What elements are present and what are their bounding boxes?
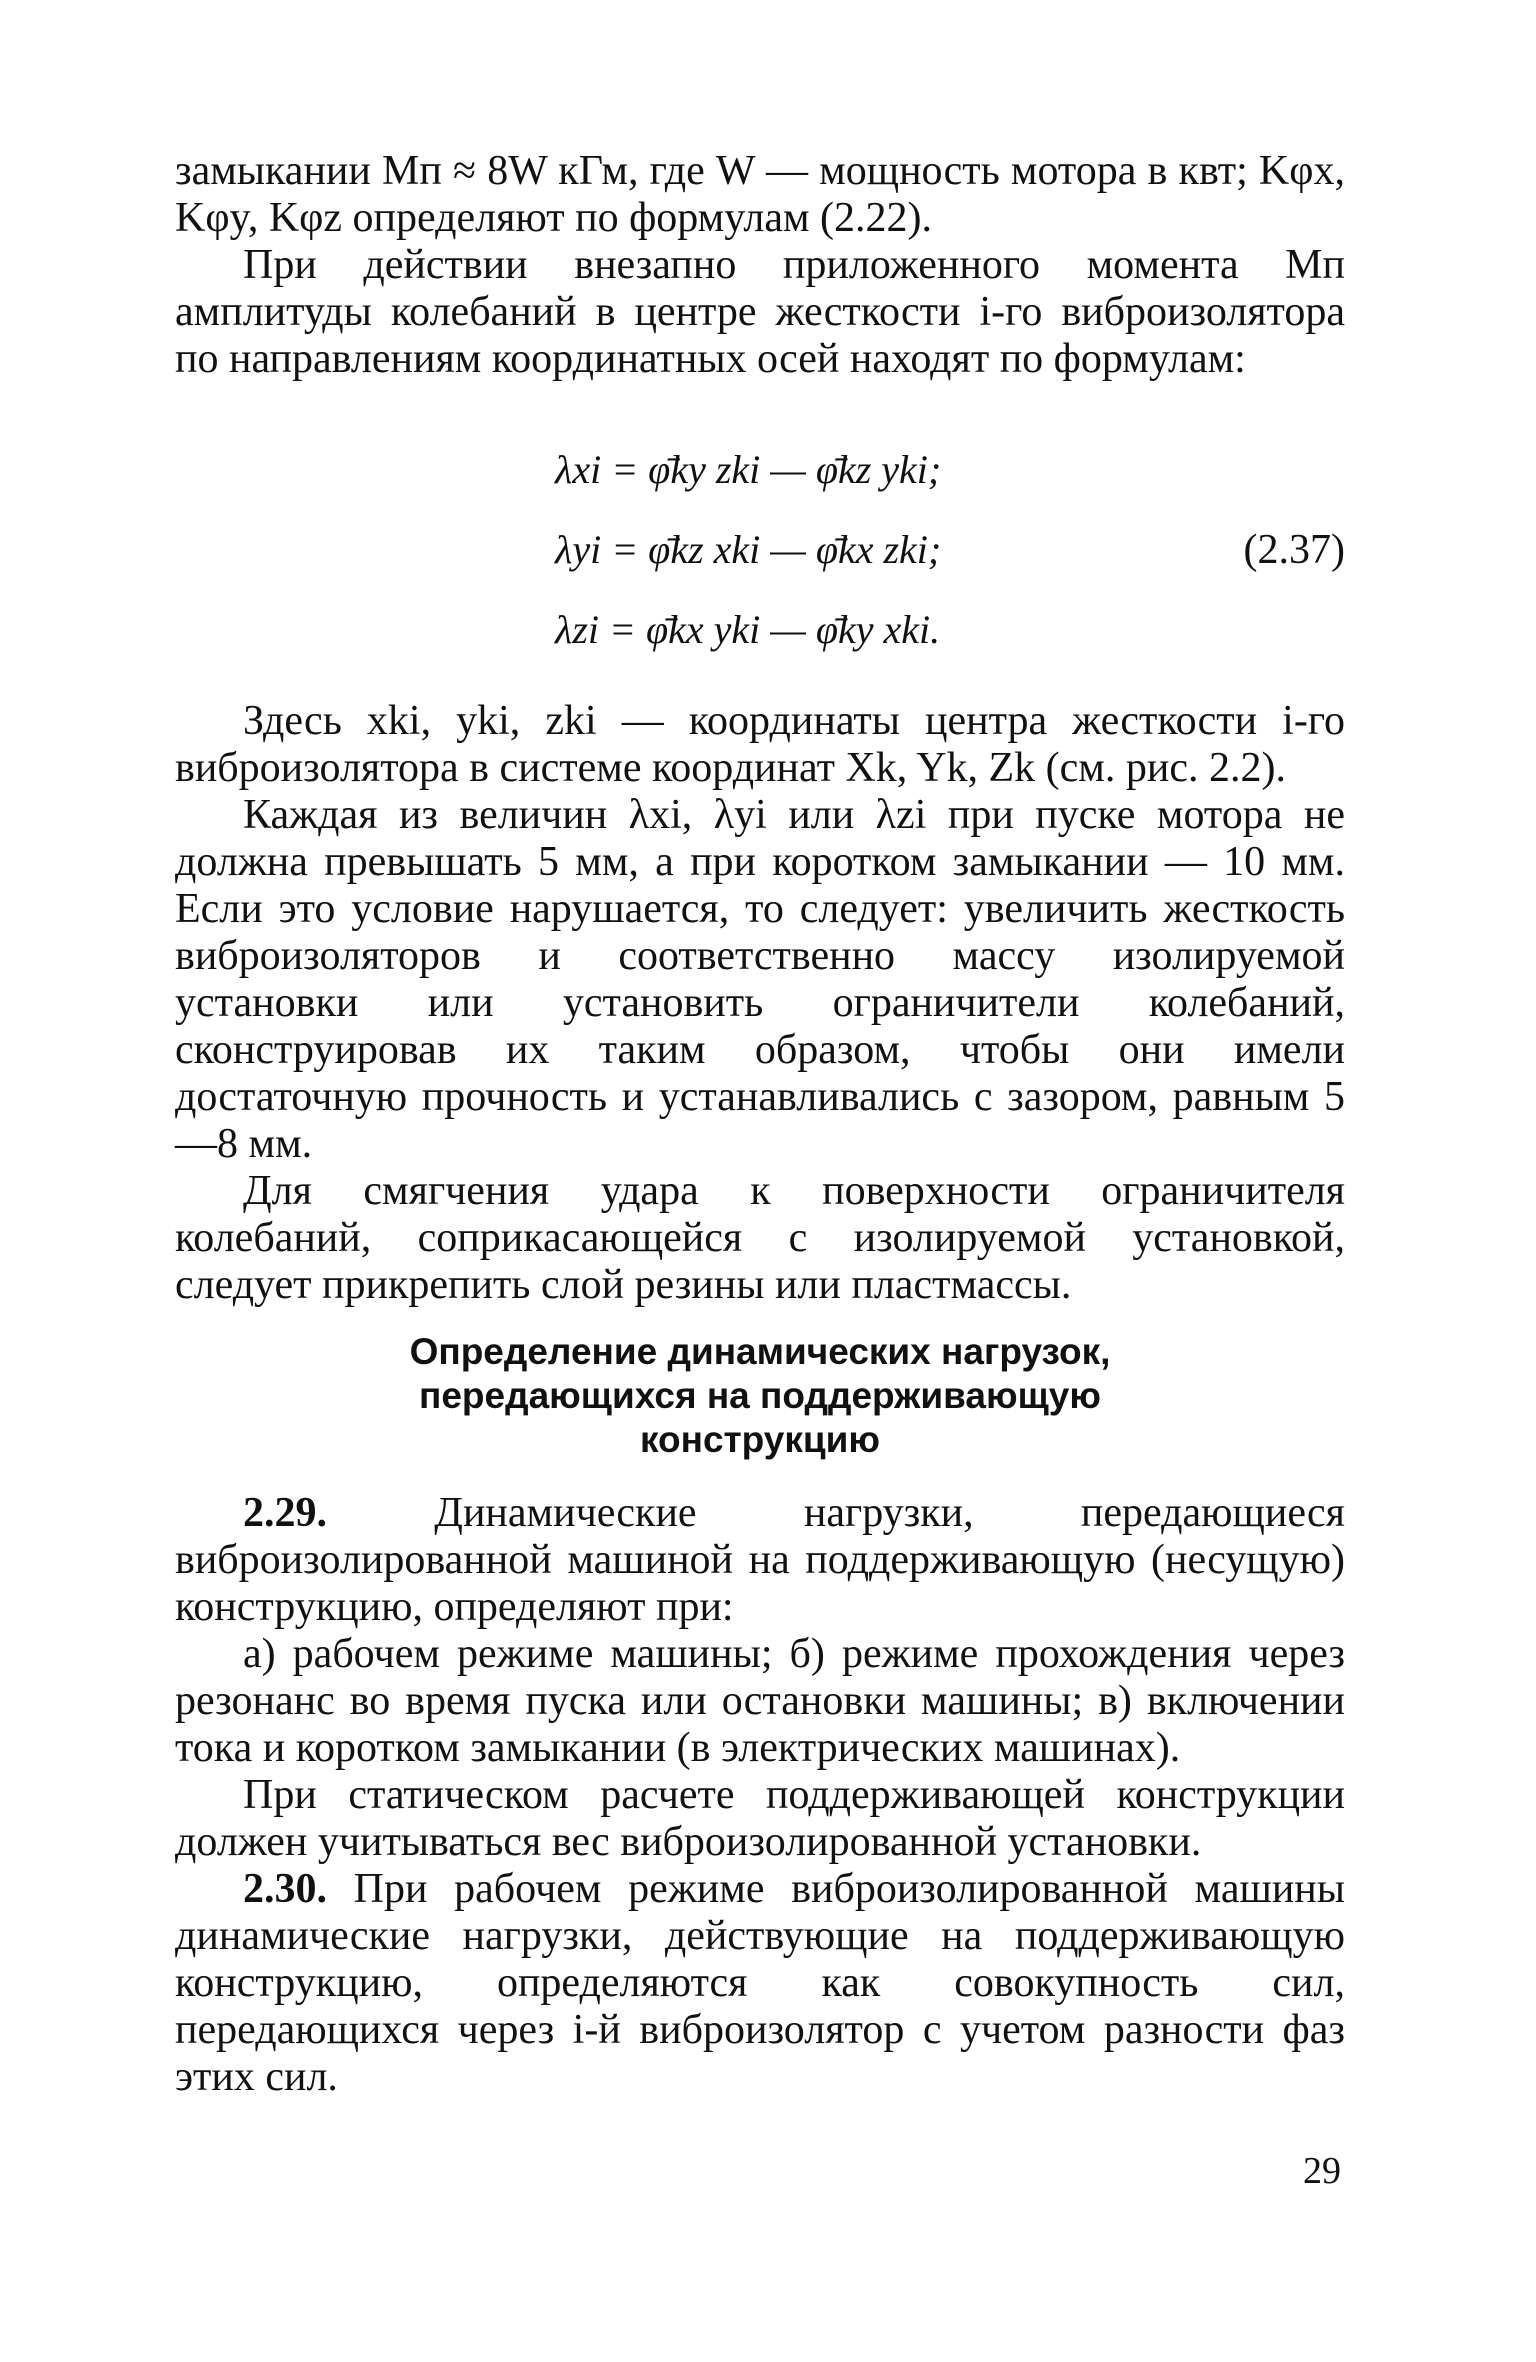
formula-lambda-y: λyi = φ̄kz xki — φ̄kx zki;	[555, 527, 942, 572]
paragraph-8: При статическом расчете поддерживающей конструкции должен учитываться вес виброизолированной установки.	[175, 1772, 1345, 1865]
clause-number-2-29: 2.29.	[243, 1490, 327, 1536]
formula-lambda-x: λxi = φ̄ky zki — φ̄kz yki;	[555, 447, 942, 492]
paragraph-1: замыкании Mп ≈ 8W кГм, где W — мощность мотора в квт; Kφx, Kφy, Kφz определяют по формулам (2.22).	[175, 148, 1345, 241]
formula-lambda-z: λzi = φ̄kx yki — φ̄ky xki.	[555, 607, 941, 652]
paragraph-4: Каждая из величин λxi, λyi или λzi при пуске мотора не должна превышать 5 мм, а при коротком замыкании — 10 мм. Если это условие нарушается, то следует: увеличить жесткость виброизоляторов и соответственно массу изолируемой установки или установить ограничители колебаний, сконструировав их таким образом, чтобы они имели достаточную прочность и устанавливались с зазором, равным 5—8 мм.	[175, 792, 1345, 1167]
section-heading	[175, 1330, 1345, 1462]
paragraph-9-text: При рабочем режиме виброизолированной машины динамические нагрузки, действующие на поддерживающую конструкцию, определяются как совокупность сил, передающихся через i-й виброизолятор с учетом разности фаз этих сил.	[175, 1866, 1345, 2100]
paragraph-6-text: Динамические нагрузки, передающиеся виброизолированной машиной на поддерживающую (несущую) конструкцию, определяют при:	[175, 1490, 1345, 1630]
formula-block-2-37	[555, 447, 1345, 667]
paragraph-6	[175, 1490, 1345, 1631]
clause-number-2-30: 2.30.	[243, 1866, 327, 1912]
paragraph-2: При действии внезапно приложенного момента Mп амплитуды колебаний в центре жесткости i-го виброизолятора по направлениям координатных осей находят по формулам:	[175, 242, 1345, 382]
heading-line-3: конструкцию	[640, 1419, 880, 1460]
paragraph-9	[175, 1866, 1345, 2101]
heading-line-1: Определение динамических нагрузок,	[409, 1331, 1111, 1372]
paragraph-3: Здесь xki, yki, zki — координаты центра жесткости i-го виброизолятора в системе координат Xk, Yk, Zk (см. рис. 2.2).	[175, 698, 1345, 791]
equation-number: (2.37)	[1243, 527, 1345, 573]
heading-line-2: передающихся на поддерживающую	[419, 1375, 1101, 1416]
text-block-bottom	[175, 1490, 1345, 2101]
page-number: 29	[1303, 2150, 1341, 2192]
text-block-top	[175, 148, 1345, 383]
paragraph-7: а) рабочем режиме машины; б) режиме прохождения через резонанс во время пуска или остановки машины; в) включении тока и коротком замыкании (в электрических машинах).	[175, 1631, 1345, 1771]
text-block-middle	[175, 698, 1345, 1309]
paragraph-5: Для смягчения удара к поверхности ограничителя колебаний, соприкасающейся с изолируемой установкой, следует прикрепить слой резины или пластмассы.	[175, 1168, 1345, 1308]
